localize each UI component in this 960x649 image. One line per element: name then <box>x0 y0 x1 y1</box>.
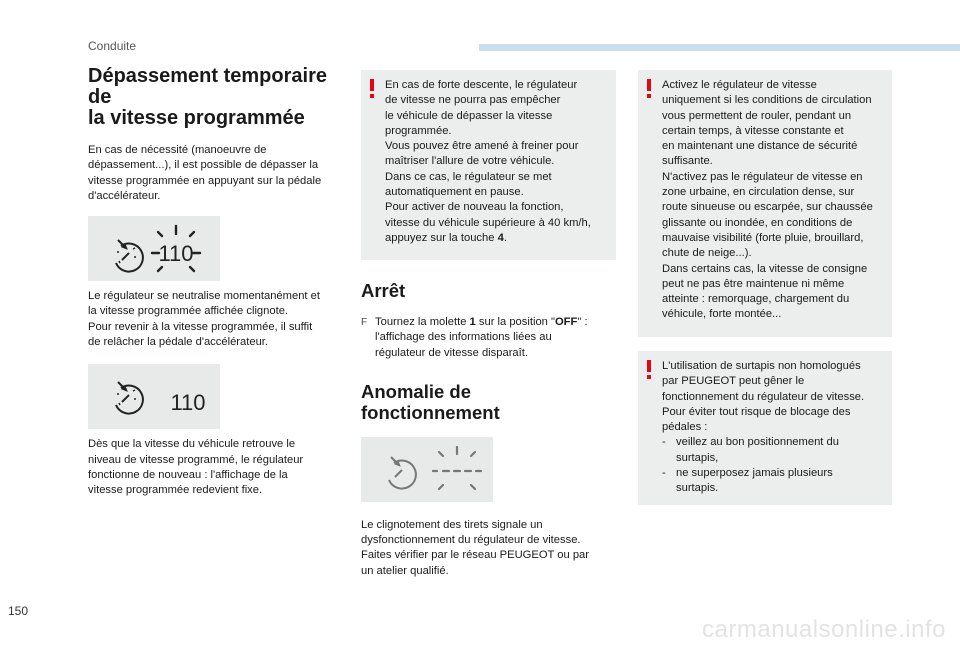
title-line-2: la vitesse programmée <box>88 107 305 129</box>
page-number: 150 <box>8 604 29 618</box>
speedometer-icon <box>88 364 220 429</box>
warning-exclamation-icon <box>368 79 376 98</box>
paragraph-neutralise: Le régulateur se neutralise momentanément et la vitesse programmée affichée clignote. Pour revenir à la vitesse programmée, il suffit de relâcher la pédale d'accélérateur. <box>88 290 320 349</box>
warning-text-surtapis: L'utilisation de surtapis non homologués par PEUGEOT peut gêner le fonctionnement du régulateur de vitesse. Pour éviter tout risque de blocage des pédales : <box>662 360 865 434</box>
warning-text-activation: Activez le régulateur de vitesse uniquement si les conditions de circulation vous permettent de rouler, pendant un certain temps, à vitesse constante et en maintenant une distance de sécurité suffisante. N'activez pas le régulateur de vitesse en zone urbaine, en circulation dense, sur route sinueuse ou escarpée, sur chaussée glissante ou inondée, en conditions de mauvaise visibilité (forte pluie, brouillard, chute de neige...). Dans certains cas, la vitesse de consigne peut ne pas être maintenue ni même atteinte : remorquage, chargement du véhicule, forte montée... <box>662 79 873 321</box>
speedometer-icon <box>88 216 220 281</box>
display-speed-blinking <box>88 216 220 281</box>
watermark: carmanualsonline.info <box>702 616 946 643</box>
title-arret: Arrêt <box>361 280 406 301</box>
warning-text-descente: En cas de forte descente, le régulateur de vitesse ne pourra pas empêcher le véhicule de dépasser la vitesse programmée. Vous pouvez être amené à freiner pour maîtriser l'allure de votre véhicule. Dans ce cas, le régulateur se met automatiquement en pause. Pour activer de nouveau la fonction, vitesse du véhicule supérieure à 40 km/h, appuyez sur la touche 4. <box>385 79 591 244</box>
title-line-1: Dépassement temporaire de <box>88 65 327 108</box>
title-anomalie: Anomalie de fonctionnement <box>361 380 500 423</box>
header-bar <box>479 44 960 51</box>
warning-box-activation <box>638 70 892 337</box>
speed-value-1: 110 <box>158 241 194 267</box>
section-header: Conduite <box>88 39 137 53</box>
display-speed-fixed <box>88 364 220 429</box>
warning-box-descente <box>361 70 616 260</box>
column-middle <box>361 70 616 579</box>
paragraph-anomalie: Le clignotement des tirets signale un dysfonctionnement du régulateur de vitesse. Faites vérifier par le réseau PEUGEOT ou par un atelier qualifié. <box>361 518 589 577</box>
bullet-icon: F <box>361 317 368 328</box>
warning-exclamation-icon <box>645 79 653 98</box>
warning-box-surtapis <box>638 351 892 505</box>
warning-exclamation-icon <box>645 360 653 379</box>
column-left <box>88 66 343 499</box>
list-item: - veillez au bon positionnement du surtapis, <box>662 436 839 464</box>
display-dashes <box>361 437 493 502</box>
column-right <box>638 70 892 505</box>
speedometer-dashes-icon <box>361 437 493 502</box>
arret-instruction: F Tournez la molette 1 sur la position "OFF" : l'affichage des informations liées au régulateur de vitesse disparaît. <box>361 315 616 361</box>
title-depassement <box>88 66 343 129</box>
speed-value-2: 110 <box>170 390 206 416</box>
paragraph-depassement: En cas de nécessité (manoeuvre de dépassement...), il est possible de dépasser la vitesse programmée en appuyant sur la pédale d'accélérateur. <box>88 144 322 202</box>
paragraph-retrouve: Dès que la vitesse du véhicule retrouve le niveau de vitesse programmé, le régulateur fonctionne de nouveau : l'affichage de la vitesse programmée redevient fixe. <box>88 438 304 497</box>
list-item: - ne superposez jamais plusieurs surtapis. <box>662 467 833 495</box>
